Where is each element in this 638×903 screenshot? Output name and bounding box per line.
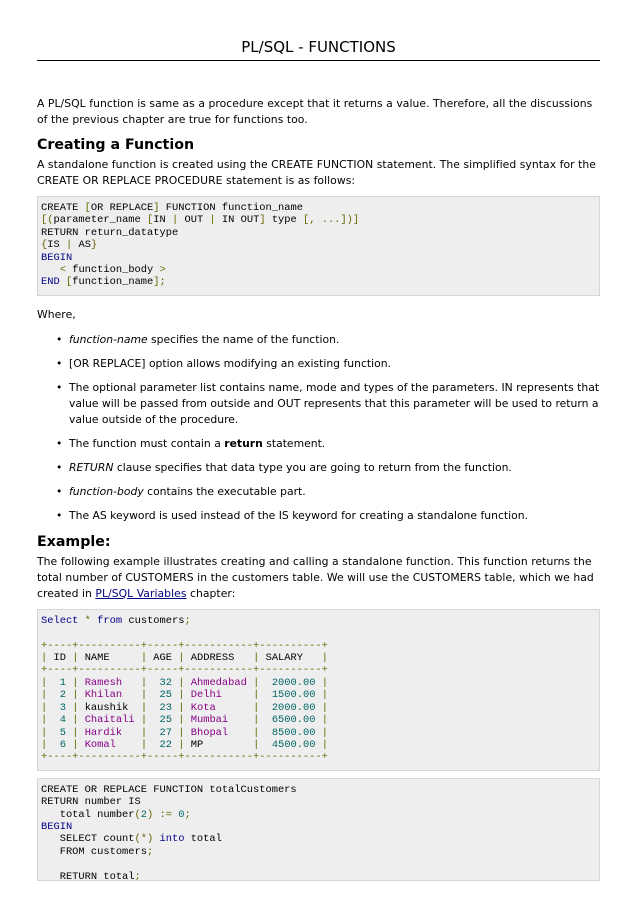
table-pipe: | [72,714,79,727]
table-pipe: | [253,738,260,751]
table-cell: 3 [47,701,73,714]
table-pipe: | [72,701,79,714]
table-cell: kaushik [78,701,141,714]
list-item: • function-body contains the executable part. [56,484,306,498]
table-cell: 23 [147,701,179,714]
table-cell: Kota [184,701,254,714]
table-pipe: | [321,676,328,689]
table-cell: Mumbai [184,714,254,727]
table-cell: 32 [147,676,179,689]
example-intro-text: The following example illustrates creating and calling a standalone function. This function returns the total number of CUSTOMERS in the customers table. We will use the CUSTOMERS table, which we had created in PL/SQL Variables chapter: [37,554,594,600]
table-pipe: | [41,714,48,727]
list-item: • [OR REPLACE] option allows modifying an existing function. [56,356,391,370]
table-cell: 25 [147,714,179,727]
table-cell: 1500.00 [259,689,322,702]
table-pipe: | [72,676,79,689]
table-pipe: | [178,676,185,689]
table-pipe: | [140,726,148,739]
customers-table-output [41,640,328,764]
list-item: • The optional parameter list contains name, mode and types of the parameters. IN represents that value will be passed from outside and OUT represents that this parameter will be used to return a value outside of the procedure. [56,380,600,426]
table-cell: 6500.00 [259,714,322,727]
table-pipe: | [178,726,185,739]
table-pipe: | [41,652,48,665]
table-pipe: | [41,738,48,751]
table-pipe: | [178,714,185,727]
table-cell: 4 [47,714,73,727]
table-pipe: | [253,701,260,714]
table-border: +----+----------+-----+-----------+----------+ [41,664,328,677]
table-cell: Ramesh [78,676,141,689]
table-cell: Chaitali [78,714,141,727]
table-header-cell: NAME [78,652,141,665]
table-pipe: | [140,652,148,665]
create-function-code-block: CREATE OR REPLACE FUNCTION totalCustomers RETURN number IS total number(2) := 0; BEGIN SELECT count(*) into total FROM customers; RETURN total; [37,778,600,881]
table-cell: 2000.00 [259,701,322,714]
table-pipe: | [140,689,148,702]
table-pipe: | [72,738,79,751]
table-pipe: | [321,701,328,714]
table-pipe: | [140,714,148,727]
table-pipe: | [72,689,79,702]
table-pipe: | [321,652,328,665]
customers-select-code-block: Select * from customers; +----+----------+-----+-----------+----------+ | ID | NAME | AGE | ADDRESS | SALARY | +----+----------+-----+-----------+----------+ | 1 | Ramesh | 32 | Ahmedabad | 2000.00 | | 2 | Khilan | 25 | Delhi | 1500.00 | | 3 | kaushik | 23 | Kota | 2000.00 | | 4 | Chaitali | 25 | Mumbai | 6500.00 | | 5 | Hardik | 27 | Bhopal | 8500.00 | | 6 | Komal | 22 | MP | 4500.00 | +----+----------+-----+-----------+----------+ [37,609,600,771]
table-pipe: | [253,652,260,665]
table-pipe: | [41,689,48,702]
table-cell: 25 [147,689,179,702]
table-row [41,727,328,739]
table-cell: 4500.00 [259,738,322,751]
table-cell: 8500.00 [259,726,322,739]
table-header-cell: ADDRESS [184,652,254,665]
table-pipe: | [140,676,148,689]
table-header-cell: AGE [147,652,179,665]
table-pipe: | [41,676,48,689]
table-pipe: | [321,689,328,702]
table-cell: 5 [47,726,73,739]
table-row [41,739,328,751]
table-cell: Ahmedabad [184,676,254,689]
list-item: • function-name specifies the name of the function. [56,332,340,346]
plsql-variables-link[interactable]: PL/SQL Variables [95,586,187,600]
table-pipe: | [321,726,328,739]
table-row [41,677,328,689]
table-header-cell: SALARY [259,652,322,665]
table-cell: 2000.00 [259,676,322,689]
list-item: • RETURN clause specifies that data type you are going to return from the function. [56,460,512,474]
table-cell: 22 [147,738,179,751]
section-heading-example: Example: [37,533,111,550]
table-cell: Khilan [78,689,141,702]
table-pipe: | [178,701,185,714]
table-cell: 6 [47,738,73,751]
table-pipe: | [253,714,260,727]
table-pipe: | [41,701,48,714]
table-cell: 2 [47,689,73,702]
table-cell: 27 [147,726,179,739]
table-cell: Bhopal [184,726,254,739]
table-pipe: | [140,738,148,751]
table-header-cell: ID [47,652,73,665]
table-cell: 1 [47,676,73,689]
table-pipe: | [140,701,148,714]
table-row [41,702,328,714]
page-title: PL/SQL - FUNCTIONS [241,38,396,56]
table-pipe: | [178,652,185,665]
table-row [41,714,328,726]
table-border: +----+----------+-----+-----------+----------+ [41,751,328,764]
title-rule [37,60,600,61]
list-item: • The function must contain a return statement. [56,436,326,450]
table-border: +----+----------+-----+-----------+----------+ [41,639,328,652]
where-label: Where, [37,307,76,321]
table-header-row [41,652,328,664]
table-pipe: | [178,689,185,702]
table-pipe: | [41,726,48,739]
table-pipe: | [72,652,79,665]
table-row [41,689,328,701]
table-cell: MP [184,738,254,751]
table-pipe: | [321,738,328,751]
table-cell: Komal [78,738,141,751]
parameter-bullet-list [37,332,600,524]
syntax-code-block: CREATE [OR REPLACE] FUNCTION function_name [(parameter_name [IN | OUT | IN OUT] type [, ...])] RETURN return_datatype {IS | AS} BEGIN < function_body > END [function_name]; [37,196,600,296]
section-creating-text: A standalone function is created using the CREATE FUNCTION statement. The simplified syntax for the CREATE OR REPLACE PROCEDURE statement is as follows: [37,158,596,187]
document-page [37,0,600,881]
table-pipe: | [178,738,185,751]
list-item: • The AS keyword is used instead of the IS keyword for creating a standalone function. [56,508,529,522]
table-pipe: | [253,676,260,689]
table-cell: Hardik [78,726,141,739]
table-cell: Delhi [184,689,254,702]
table-pipe: | [72,726,79,739]
table-pipe: | [253,689,260,702]
table-pipe: | [321,714,328,727]
table-pipe: | [253,726,260,739]
intro-paragraph: A PL/SQL function is same as a procedure except that it returns a value. Therefore, all the discussions of the previous chapter are true for functions too. [37,97,593,126]
section-heading-creating: Creating a Function [37,137,195,153]
